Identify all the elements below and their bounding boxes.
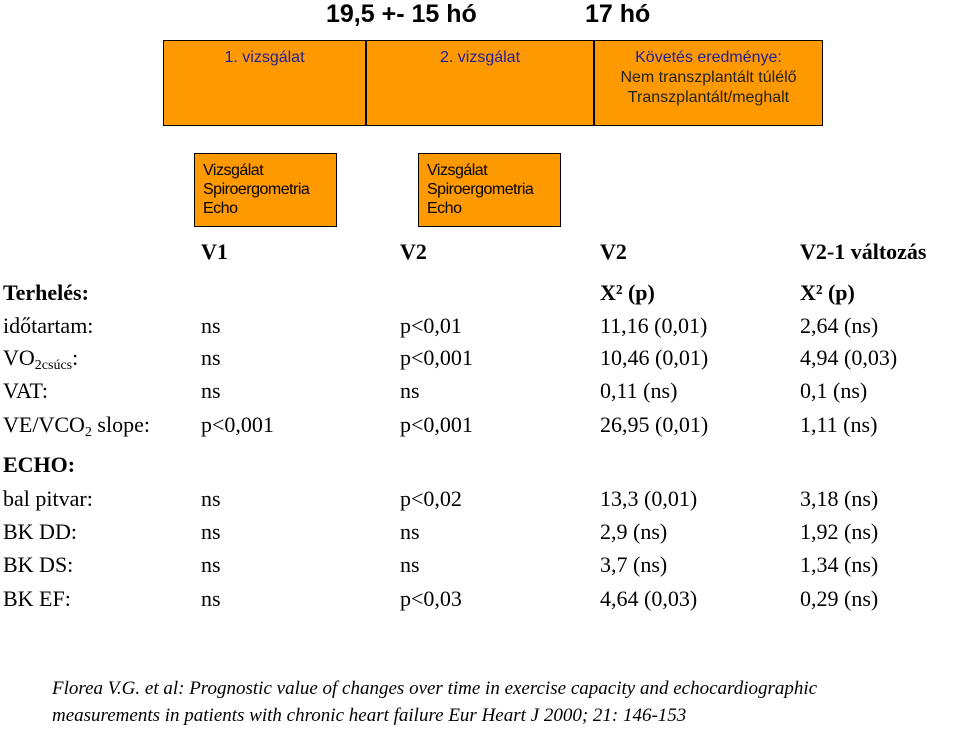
exam-contents-box-v2	[418, 153, 561, 227]
exam-contents-line: Echo	[203, 200, 238, 217]
value-v2: p<0,03	[400, 586, 462, 611]
value-change-chi: 0,1 (ns)	[800, 378, 868, 403]
value-change-chi: 1,11 (ns)	[800, 412, 878, 437]
duration-label-left: 19,5 +- 15 hó	[326, 0, 477, 28]
follow-up-title: Követés eredménye:	[635, 49, 782, 66]
value-v2-chi: 4,64 (0,03)	[600, 586, 698, 611]
row-label: VAT:	[3, 378, 48, 403]
exam-contents-box-v1	[194, 153, 337, 227]
first-examination-label: 1. vizsgálat	[224, 49, 305, 66]
value-v1: ns	[201, 345, 221, 370]
row-label-subscript: 2	[84, 425, 92, 440]
column-header-v2: V2	[400, 239, 427, 264]
row-label	[3, 412, 150, 438]
value-v2: p<0,01	[400, 313, 462, 338]
section-exercise: Terhelés:	[3, 280, 89, 305]
follow-up-transplant-dead: Transzplantált/meghalt	[627, 89, 790, 106]
duration-label-right: 17 hó	[585, 0, 651, 28]
value-v2-chi: 10,46 (0,01)	[600, 345, 709, 370]
row-label: időtartam:	[3, 313, 94, 338]
exam-contents-line: Echo	[427, 200, 462, 217]
value-change-chi: 1,34 (ns)	[800, 552, 879, 577]
row-label	[3, 345, 78, 371]
value-v2: ns	[400, 519, 420, 544]
value-v1: ns	[201, 586, 221, 611]
value-v1: ns	[201, 519, 221, 544]
value-change-chi: 2,64 (ns)	[800, 313, 879, 338]
value-v2-chi: 26,95 (0,01)	[600, 412, 709, 437]
value-v2: ns	[400, 552, 420, 577]
row-label-main: VO	[3, 345, 35, 370]
value-v2: p<0,02	[400, 486, 462, 511]
value-v1: ns	[201, 313, 221, 338]
reference-line-1: Florea V.G. et al: Prognostic value of changes over time in exercise capacity and echocardiographic	[52, 678, 818, 699]
value-change-chi: 3,18 (ns)	[800, 486, 879, 511]
row-label-tail: slope:	[91, 412, 150, 437]
column-header-v2-result: V2	[600, 239, 627, 264]
value-v2-chi: 3,7 (ns)	[600, 552, 668, 577]
value-v2: ns	[400, 378, 420, 403]
chi-square-header-change: X² (p)	[800, 280, 855, 305]
column-header-change: V2-1 változás	[800, 239, 927, 264]
value-v2: p<0,001	[400, 412, 473, 437]
value-v2: p<0,001	[400, 345, 473, 370]
row-label: BK EF:	[3, 586, 71, 611]
row-label-subscript: 2csúcs	[34, 358, 73, 373]
second-examination-label: 2. vizsgálat	[439, 49, 521, 66]
row-label-main: VE/VCO	[3, 412, 85, 437]
exam-contents-line: Spiroergometria	[203, 181, 310, 198]
value-v2-chi: 11,16 (0,01)	[600, 313, 708, 338]
exam-contents-line: Spiroergometria	[427, 181, 534, 198]
first-examination-box	[163, 40, 366, 126]
column-header-v1: V1	[201, 239, 228, 264]
value-v2-chi: 0,11 (ns)	[600, 378, 678, 403]
exam-contents-line: Vizsgálat	[203, 162, 264, 179]
follow-up-survivor: Nem transzplantált túlélő	[620, 69, 797, 86]
value-v2-chi: 2,9 (ns)	[600, 519, 668, 544]
row-label: bal pitvar:	[3, 486, 93, 511]
value-v1: p<0,001	[201, 412, 274, 437]
value-change-chi: 4,94 (0,03)	[800, 345, 898, 370]
value-v1: ns	[201, 378, 221, 403]
follow-up-result-box	[594, 40, 823, 126]
exam-contents-line: Vizsgálat	[427, 162, 488, 179]
value-v1: ns	[201, 486, 221, 511]
row-label: BK DD:	[3, 519, 77, 544]
row-label-tail: :	[72, 345, 79, 370]
section-echo: ECHO:	[3, 452, 76, 477]
value-change-chi: 0,29 (ns)	[800, 586, 879, 611]
second-examination-box	[366, 40, 594, 126]
value-v1: ns	[201, 552, 221, 577]
chi-square-header-v2: X² (p)	[600, 280, 655, 305]
value-v2-chi: 13,3 (0,01)	[600, 486, 698, 511]
reference-line-2: measurements in patients with chronic heart failure Eur Heart J 2000; 21: 146-153	[52, 705, 687, 726]
row-label: BK DS:	[3, 552, 74, 577]
value-change-chi: 1,92 (ns)	[800, 519, 879, 544]
